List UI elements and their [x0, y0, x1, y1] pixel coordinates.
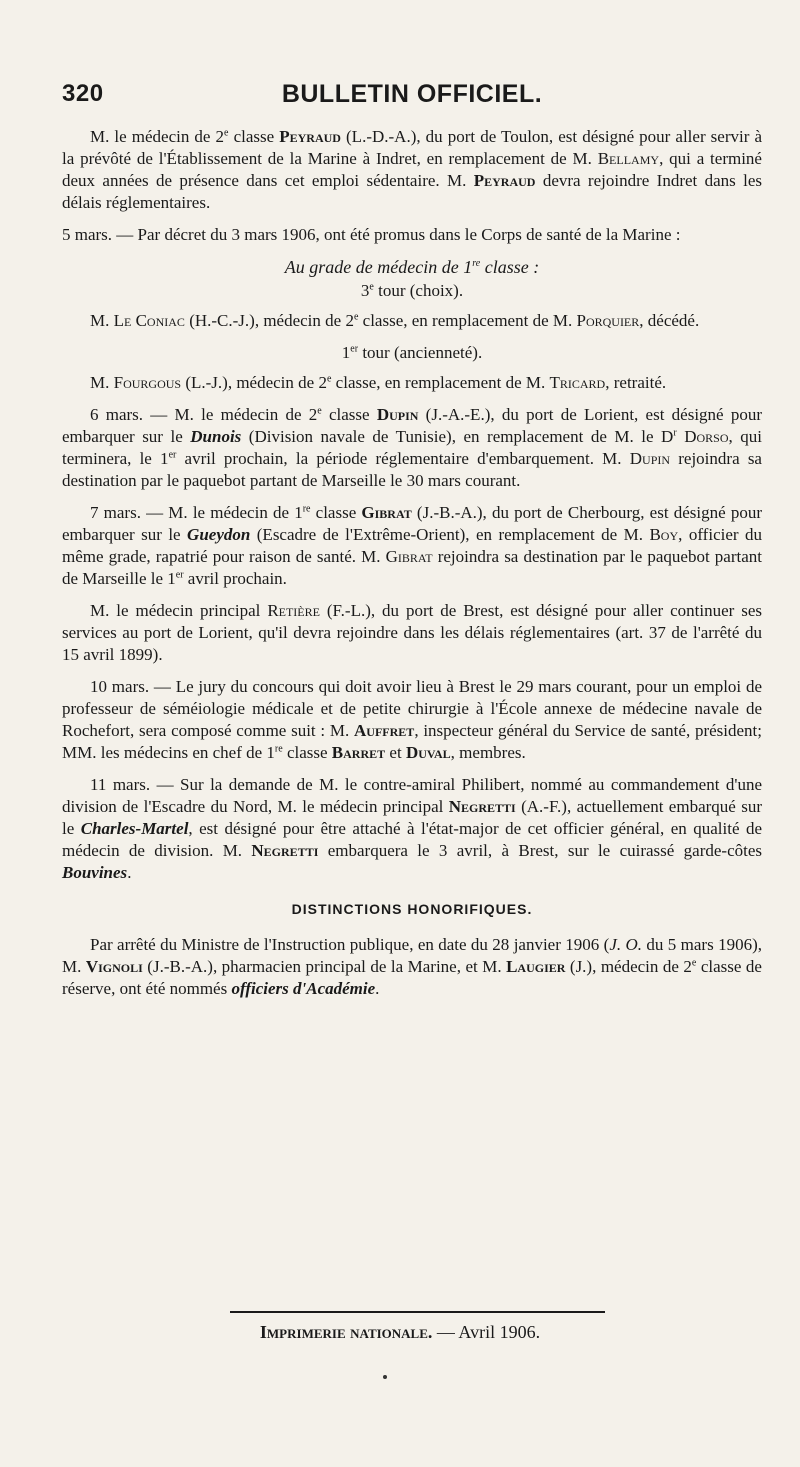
person-name: Laugier: [506, 957, 566, 976]
footer-rule: [230, 1311, 605, 1313]
paragraph-le-coniac: M. Le Coniac (H.-C.-J.), médecin de 2e classe, en remplacement de M. Porquier, décédé.: [90, 311, 700, 330]
ship-name: Dunois: [190, 427, 242, 446]
paragraph-7-mars: 7 mars. — M. le médecin de 1re classe Gibrat (J.-B.-A.), du port de Cherbourg, est désigné pour embarquer sur le Gueydon (Escadre de l'Extrême-Orient), en remplacement de M. Boy, officier du même grade, rapatrié pour raison de santé. M. Gibrat rejoindra sa destination par le paquebot partant de Marseille le 1er avril prochain.: [62, 503, 763, 588]
print-date: — Avril 1906.: [432, 1322, 541, 1342]
person-name: Bellamy: [597, 149, 660, 168]
ship-name: Bouvines: [62, 863, 128, 882]
person-name: Dupin: [629, 449, 671, 468]
paragraph-retiere: M. le médecin principal Retière (F.-L.), du port de Brest, est désigné pour aller continuer ses services au port de Lorient, qu'il devra rejoindre dans les délais réglementaires (art. 37 de l'arrêté du 15 avril 1899).: [62, 601, 762, 664]
person-name: Dorso: [684, 427, 729, 446]
page-number: 320: [62, 80, 104, 107]
page-body: [62, 126, 762, 1010]
ship-name: Gueydon: [187, 525, 251, 544]
page-header: [62, 80, 762, 120]
person-name: Negretti: [448, 797, 516, 816]
person-name: Dupin: [376, 405, 419, 424]
section-title: DISTINCTIONS HONORIFIQUES.: [291, 901, 533, 917]
paragraph-distinctions: Par arrêté du Ministre de l'Instruction publique, en date du 28 janvier 1906 (J. O. du 5 mars 1906), M. Vignoli (J.-B.-A.), pharmacien principal de la Marine, et M. Laugier (J.), médecin de 2e classe de réserve, ont été nommés officiers d'Académie.: [62, 935, 762, 998]
person-name: Peyraud: [279, 127, 341, 146]
page-speck: [383, 1375, 387, 1379]
running-title: BULLETIN OFFICIEL.: [281, 80, 543, 108]
person-name: Boy: [649, 525, 679, 544]
paragraph-fourgous: M. Fourgous (L.-J.), médecin de 2e classe, en remplacement de M. Tricard, retraité.: [90, 373, 667, 392]
person-name: Gibrat: [361, 503, 412, 522]
person-name: Retière: [267, 601, 320, 620]
paragraph-decree-5-mars: 5 mars. — Par décret du 3 mars 1906, ont été promus dans le Corps de santé de la Marine :: [62, 225, 681, 244]
tour-anciennete-heading: 1er tour (ancienneté).: [341, 343, 483, 362]
tour-choix-heading: 3e tour (choix).: [360, 281, 464, 300]
person-name: Fourgous: [113, 373, 182, 392]
printer-imprint: [0, 1322, 800, 1343]
person-name: Tricard: [549, 373, 606, 392]
person-name: Porquier: [576, 311, 640, 330]
person-name: Barret: [331, 743, 386, 762]
paragraph-6-mars: 6 mars. — M. le médecin de 2e classe Dupin (J.-A.-E.), du port de Lorient, est désigné pour embarquer sur le Dunois (Division navale de Tunisie), en remplacement de M. le $D^r$ Dorso, qui terminera, le 1er avril prochain, la période réglementaire d'embarquement. M. Dupin rejoindra sa destination par le paquebot partant de Marseille le 30 mars courant.: [62, 405, 763, 490]
paragraph-10-mars: 10 mars. — Le jury du concours qui doit avoir lieu à Brest le 29 mars courant, pour un emploi de professeur de séméiologie médicale et de petite chirurgie à l'École annexe de médecine navale de Rochefort, sera composé comme suit : M. Auffret, inspecteur général du Service de santé, président; MM. les médecins en chef de 1re classe Barret et Duval, membres.: [62, 677, 762, 762]
person-name: Auffret: [354, 721, 415, 740]
printer-name: Imprimerie nationale.: [259, 1322, 433, 1342]
grade-heading: Au grade de médecin de 1re classe :: [284, 257, 540, 277]
person-name: Peyraud: [473, 171, 536, 190]
person-name: Le Coniac: [113, 311, 185, 330]
ship-name: Charles-Martel: [80, 819, 189, 838]
paragraph-peyraud: M. le médecin de 2e classe Peyraud (L.-D.-A.), du port de Toulon, est désigné pour aller servir à la prévôté de l'Établissement de la Marine à Indret, en remplacement de M. Bellamy, qui a terminé deux années de présence dans cet emploi sédentaire. M. Peyraud devra rejoindre Indret dans les délais réglementaires.: [62, 127, 763, 212]
person-name: Negretti: [251, 841, 319, 860]
person-name: Gibrat: [385, 547, 433, 566]
paragraph-11-mars: 11 mars. — Sur la demande de M. le contre-amiral Philibert, nommé au commandement d'une division de l'Escadre du Nord, M. le médecin principal Negretti (A.-F.), actuellement embarqué sur le Charles-Martel, est désigné pour être attaché à l'état-major de cet officier général, en qualité de médecin de division. M. Negretti embarquera le 3 avril, à Brest, sur le cuirassé garde-côtes Bouvines.: [62, 775, 763, 882]
person-name: Duval: [405, 743, 451, 762]
honor-title: officiers d'Académie: [231, 979, 376, 998]
person-name: Vignoli: [85, 957, 143, 976]
